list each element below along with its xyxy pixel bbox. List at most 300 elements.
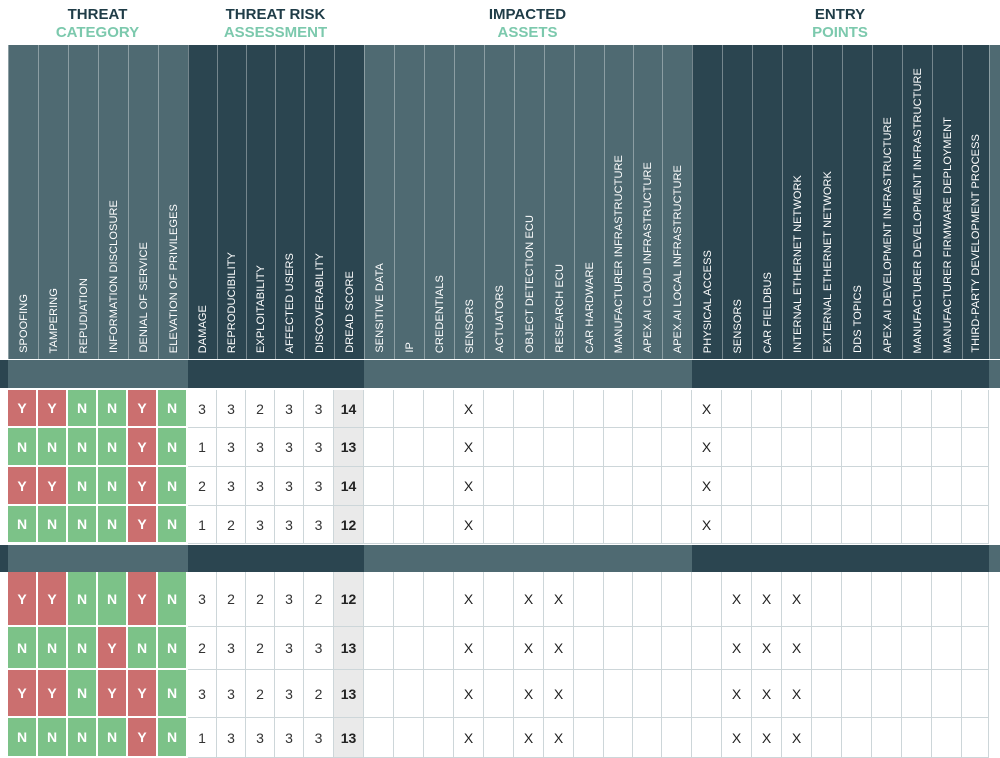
entry-point-cell (872, 428, 902, 467)
threat-category-cell: N (158, 506, 188, 544)
asset-cell (394, 467, 424, 506)
risk-score-cell: 3 (188, 390, 217, 428)
column-header-label: DAMAGE (197, 304, 209, 353)
asset-cell (424, 572, 454, 627)
asset-cell (394, 572, 424, 627)
entry-point-cell (932, 506, 962, 544)
column-header-overflow (989, 45, 1000, 359)
column-header (484, 45, 514, 359)
asset-cell (633, 718, 662, 758)
threat-category-cell: N (38, 428, 68, 467)
asset-cell (514, 467, 544, 506)
entry-point-cell (812, 428, 842, 467)
risk-score-cell: 3 (304, 467, 334, 506)
column-header (932, 45, 962, 359)
asset-cell (633, 670, 662, 718)
threat-category-cell: N (98, 506, 128, 544)
column-header (692, 45, 722, 359)
asset-cell (633, 390, 662, 428)
entry-point-cell (692, 718, 722, 758)
group-title-line2: ASSESSMENT (223, 24, 328, 41)
column-header-label: CREDENTIALS (433, 274, 446, 353)
column-header-label: IP (403, 342, 416, 353)
asset-cell: X (454, 670, 484, 718)
threat-category-cell: N (68, 390, 98, 428)
entry-point-cell (932, 428, 962, 467)
asset-cell: X (514, 718, 544, 758)
row-overflow-marker (994, 676, 1000, 712)
asset-cell (604, 718, 633, 758)
asset-cell (424, 506, 454, 544)
entry-point-cell (752, 428, 782, 467)
asset-cell (544, 428, 574, 467)
section-separator-bar (0, 545, 1000, 572)
threat-category-cell: N (38, 718, 68, 758)
column-header-label: MANUFACTURER INFRASTRUCTURE (613, 154, 625, 353)
group-title-line1: ENTRY (814, 6, 866, 23)
asset-cell (662, 390, 692, 428)
column-header (158, 45, 188, 359)
row-overflow-marker (994, 396, 1000, 422)
entry-point-cell (782, 467, 812, 506)
asset-cell (574, 467, 604, 506)
risk-score-cell: 3 (246, 428, 275, 467)
group-title-line2: CATEGORY (55, 24, 140, 41)
column-header-label: SPOOFING (17, 294, 30, 353)
entry-point-cell: X (752, 718, 782, 758)
asset-cell (514, 428, 544, 467)
risk-score-cell: 3 (275, 627, 304, 670)
entry-point-cell (692, 572, 722, 627)
risk-score-cell: 1 (188, 428, 217, 467)
entry-point-cell (722, 428, 752, 467)
column-header (962, 45, 989, 359)
entry-point-cell (902, 572, 932, 627)
entry-point-cell (722, 506, 752, 544)
threat-category-cell: N (8, 428, 38, 467)
entry-point-cell (962, 428, 989, 467)
risk-score-cell: 3 (246, 718, 275, 758)
threat-category-cell: N (158, 718, 188, 758)
entry-point-cell (902, 467, 932, 506)
entry-point-cell (872, 467, 902, 506)
asset-cell (364, 467, 394, 506)
entry-point-cell (752, 506, 782, 544)
entry-point-cell (932, 670, 962, 718)
column-header (217, 45, 246, 359)
entry-point-cell: X (692, 506, 722, 544)
column-header-label: MANUFACTURER DEVELOPMENT INFRASTRUCTURE (911, 67, 924, 353)
risk-score-cell: 3 (217, 718, 246, 758)
asset-cell (424, 428, 454, 467)
asset-cell (662, 428, 692, 467)
asset-cell (484, 670, 514, 718)
asset-cell (484, 718, 514, 758)
dread-score-cell: 14 (334, 467, 364, 506)
asset-cell (604, 670, 633, 718)
column-header (633, 45, 662, 359)
entry-point-cell (962, 572, 989, 627)
asset-cell (364, 627, 394, 670)
entry-point-cell: X (692, 467, 722, 506)
group-title-line1: THREAT RISK (225, 6, 326, 23)
threat-category-cell: N (98, 428, 128, 467)
risk-score-cell: 3 (217, 390, 246, 428)
entry-point-cell: X (752, 627, 782, 670)
dread-score-cell: 13 (334, 718, 364, 758)
risk-score-cell: 3 (304, 718, 334, 758)
threat-category-cell: Y (128, 428, 158, 467)
asset-cell (633, 627, 662, 670)
entry-point-cell (872, 718, 902, 758)
entry-point-cell: X (722, 627, 752, 670)
row-overflow-marker (994, 512, 1000, 538)
risk-score-cell: 2 (217, 572, 246, 627)
column-header-label: APEX.AI LOCAL INFRASTRUCTURE (671, 164, 684, 353)
entry-point-cell (722, 390, 752, 428)
risk-score-cell: 3 (217, 670, 246, 718)
group-title-0 (8, 6, 187, 46)
entry-point-cell (692, 627, 722, 670)
threat-category-cell: N (68, 718, 98, 758)
asset-cell: X (514, 627, 544, 670)
entry-point-cell (812, 670, 842, 718)
threat-category-cell: Y (128, 718, 158, 758)
threat-category-cell: Y (38, 390, 68, 428)
asset-cell (484, 467, 514, 506)
asset-cell: X (454, 390, 484, 428)
column-header-label: DENIAL OF SERVICE (137, 242, 150, 353)
asset-cell (424, 627, 454, 670)
entry-point-cell (932, 718, 962, 758)
column-header-label: CAR HARDWARE (583, 261, 596, 353)
threat-category-cell: Y (8, 572, 38, 627)
threat-category-cell: N (98, 390, 128, 428)
asset-cell (484, 572, 514, 627)
column-header-label: SENSORS (463, 298, 476, 353)
column-header-label: DREAD SCORE (343, 271, 356, 353)
column-header-label: ELEVATION OF PRIVILEGES (167, 203, 180, 353)
entry-point-cell (902, 428, 932, 467)
group-title-1 (188, 6, 363, 46)
column-header (604, 45, 633, 359)
risk-score-cell: 1 (188, 718, 217, 758)
entry-point-cell (812, 506, 842, 544)
column-header (722, 45, 752, 359)
asset-cell: X (454, 506, 484, 544)
asset-cell (544, 467, 574, 506)
entry-point-cell: X (692, 390, 722, 428)
column-header (842, 45, 872, 359)
column-header (364, 45, 394, 359)
risk-score-cell: 3 (188, 572, 217, 627)
entry-point-cell (782, 506, 812, 544)
asset-cell (574, 428, 604, 467)
asset-cell: X (514, 572, 544, 627)
column-header (544, 45, 574, 359)
entry-point-cell (902, 670, 932, 718)
column-header-label: AFFECTED USERS (284, 252, 296, 353)
dread-score-cell: 13 (334, 428, 364, 467)
asset-cell (484, 627, 514, 670)
column-header-label: MANUFACTURER FIRMWARE DEPLOYMENT (941, 116, 954, 353)
column-header-label: ACTUATORS (493, 285, 506, 353)
risk-score-cell: 2 (304, 572, 334, 627)
asset-cell (604, 572, 633, 627)
threat-category-cell: N (68, 627, 98, 670)
entry-point-cell: X (782, 670, 812, 718)
asset-cell (424, 718, 454, 758)
threat-category-cell: N (8, 718, 38, 758)
risk-score-cell: 3 (217, 467, 246, 506)
threat-category-cell: N (68, 670, 98, 718)
asset-cell (574, 670, 604, 718)
entry-point-cell (812, 467, 842, 506)
column-header (8, 45, 38, 359)
asset-cell (633, 572, 662, 627)
column-header (394, 45, 424, 359)
section-separator-bar (0, 360, 1000, 388)
asset-cell (604, 467, 633, 506)
asset-cell (514, 390, 544, 428)
entry-point-cell (842, 390, 872, 428)
asset-cell (364, 506, 394, 544)
asset-cell (633, 506, 662, 544)
entry-point-cell (842, 428, 872, 467)
risk-score-cell: 2 (246, 670, 275, 718)
entry-point-cell (962, 467, 989, 506)
column-header (574, 45, 604, 359)
threat-category-cell: N (38, 506, 68, 544)
asset-cell (604, 390, 633, 428)
column-header (246, 45, 275, 359)
entry-point-cell (902, 506, 932, 544)
asset-cell (484, 506, 514, 544)
risk-score-cell: 3 (217, 627, 246, 670)
asset-cell (604, 428, 633, 467)
asset-cell (514, 506, 544, 544)
entry-point-cell (932, 627, 962, 670)
column-header-label: CAR FIELDBUS (761, 271, 774, 353)
threat-category-cell: Y (128, 506, 158, 544)
threat-category-cell: Y (38, 670, 68, 718)
entry-point-cell: X (782, 718, 812, 758)
entry-point-cell (842, 718, 872, 758)
asset-cell (662, 506, 692, 544)
asset-cell (574, 572, 604, 627)
asset-cell: X (454, 467, 484, 506)
column-header (68, 45, 98, 359)
column-header-label: INFORMATION DISCLOSURE (107, 200, 120, 353)
risk-score-cell: 3 (304, 506, 334, 544)
column-header-label: SENSITIVE DATA (373, 263, 386, 353)
threat-category-cell: N (68, 506, 98, 544)
risk-score-cell: 2 (246, 572, 275, 627)
threat-category-cell: N (38, 627, 68, 670)
asset-cell: X (454, 627, 484, 670)
group-title-line1: THREAT (67, 6, 128, 23)
threat-category-cell: N (158, 390, 188, 428)
column-header (424, 45, 454, 359)
column-header (128, 45, 158, 359)
asset-cell (662, 572, 692, 627)
asset-cell (424, 390, 454, 428)
asset-cell: X (514, 670, 544, 718)
column-header (782, 45, 812, 359)
entry-point-cell (842, 572, 872, 627)
entry-point-cell: X (752, 670, 782, 718)
risk-score-cell: 3 (275, 670, 304, 718)
entry-point-cell (782, 390, 812, 428)
row-overflow-marker (994, 434, 1000, 461)
threat-category-cell: Y (128, 390, 158, 428)
entry-point-cell (782, 428, 812, 467)
asset-cell (484, 428, 514, 467)
asset-cell (484, 390, 514, 428)
entry-point-cell (842, 506, 872, 544)
dread-score-cell: 12 (334, 572, 364, 627)
threat-category-cell: N (158, 428, 188, 467)
asset-cell (424, 467, 454, 506)
entry-point-cell: X (782, 627, 812, 670)
dread-score-cell: 14 (334, 390, 364, 428)
asset-cell (394, 428, 424, 467)
asset-cell (544, 506, 574, 544)
asset-cell (364, 428, 394, 467)
entry-point-cell (722, 467, 752, 506)
threat-category-cell: N (8, 506, 38, 544)
entry-point-cell (902, 718, 932, 758)
asset-cell (633, 428, 662, 467)
asset-cell: X (544, 627, 574, 670)
asset-cell (394, 627, 424, 670)
entry-point-cell (962, 670, 989, 718)
entry-point-cell (932, 390, 962, 428)
threat-category-cell: Y (128, 670, 158, 718)
entry-point-cell (932, 572, 962, 627)
column-header-label: THIRD-PARTY DEVELOPMENT PROCESS (970, 134, 982, 353)
asset-cell (424, 670, 454, 718)
column-header-label: DDS TOPICS (851, 285, 864, 353)
risk-score-cell: 1 (188, 506, 217, 544)
column-header (275, 45, 304, 359)
asset-cell (544, 390, 574, 428)
threat-category-cell: Y (128, 572, 158, 627)
asset-cell (574, 506, 604, 544)
risk-score-cell: 2 (304, 670, 334, 718)
threat-category-cell: Y (38, 572, 68, 627)
threat-category-cell: N (98, 572, 128, 627)
threat-category-cell: Y (38, 467, 68, 506)
asset-cell (394, 670, 424, 718)
asset-cell (604, 627, 633, 670)
column-header (98, 45, 128, 359)
entry-point-cell (842, 467, 872, 506)
threat-category-cell: Y (8, 670, 38, 718)
entry-point-cell (842, 627, 872, 670)
column-header-label: REPUDIATION (77, 277, 90, 353)
column-header (188, 45, 217, 359)
risk-score-cell: 3 (304, 627, 334, 670)
group-title-line2: ASSETS (497, 24, 558, 41)
asset-cell: X (544, 572, 574, 627)
entry-point-cell (812, 718, 842, 758)
group-title-line1: IMPACTED (488, 6, 567, 23)
entry-point-cell (902, 627, 932, 670)
asset-cell (574, 718, 604, 758)
column-header-label: SENSORS (731, 298, 744, 353)
asset-cell (364, 718, 394, 758)
entry-point-cell: X (752, 572, 782, 627)
entry-point-cell: X (722, 572, 752, 627)
asset-cell (394, 718, 424, 758)
column-header (902, 45, 932, 359)
column-header-label: TAMPERING (47, 287, 60, 353)
column-header (454, 45, 484, 359)
column-header-label: RESEARCH ECU (553, 264, 566, 353)
entry-point-cell (932, 467, 962, 506)
entry-point-cell (842, 670, 872, 718)
asset-cell (662, 467, 692, 506)
risk-score-cell: 2 (217, 506, 246, 544)
entry-point-cell (812, 390, 842, 428)
risk-score-cell: 3 (275, 390, 304, 428)
threat-category-cell: Y (128, 467, 158, 506)
risk-score-cell: 3 (304, 390, 334, 428)
risk-score-cell: 2 (246, 627, 275, 670)
risk-score-cell: 3 (275, 572, 304, 627)
threat-category-cell: N (158, 627, 188, 670)
asset-cell (364, 390, 394, 428)
column-header (304, 45, 334, 359)
risk-score-cell: 3 (275, 506, 304, 544)
entry-point-cell (752, 390, 782, 428)
asset-cell (662, 627, 692, 670)
column-header-label: INTERNAL ETHERNET NETWORK (791, 175, 804, 353)
threat-category-cell: N (98, 467, 128, 506)
threat-category-cell: Y (8, 467, 38, 506)
entry-point-cell (872, 627, 902, 670)
entry-point-cell (812, 572, 842, 627)
risk-score-cell: 3 (217, 428, 246, 467)
risk-score-cell: 2 (246, 390, 275, 428)
threat-category-cell: N (68, 467, 98, 506)
threat-category-cell: Y (98, 670, 128, 718)
column-header-label: OBJECT DETECTION ECU (523, 214, 536, 353)
entry-point-cell (872, 572, 902, 627)
asset-cell (574, 627, 604, 670)
entry-point-cell (962, 390, 989, 428)
column-header (752, 45, 782, 359)
threat-category-cell: N (68, 572, 98, 627)
column-header (514, 45, 544, 359)
column-header (334, 45, 364, 359)
group-title-3 (692, 6, 988, 46)
row-overflow-marker (994, 473, 1000, 500)
column-header-label: DISCOVERABILITY (313, 253, 326, 353)
threat-category-cell: Y (8, 390, 38, 428)
column-header-label: PHYSICAL ACCESS (701, 249, 714, 353)
asset-cell: X (454, 572, 484, 627)
dread-score-cell: 13 (334, 670, 364, 718)
threat-category-cell: N (158, 670, 188, 718)
asset-cell (364, 670, 394, 718)
asset-cell: X (454, 428, 484, 467)
entry-point-cell: X (722, 670, 752, 718)
asset-cell (574, 390, 604, 428)
asset-cell (662, 718, 692, 758)
asset-cell (394, 390, 424, 428)
